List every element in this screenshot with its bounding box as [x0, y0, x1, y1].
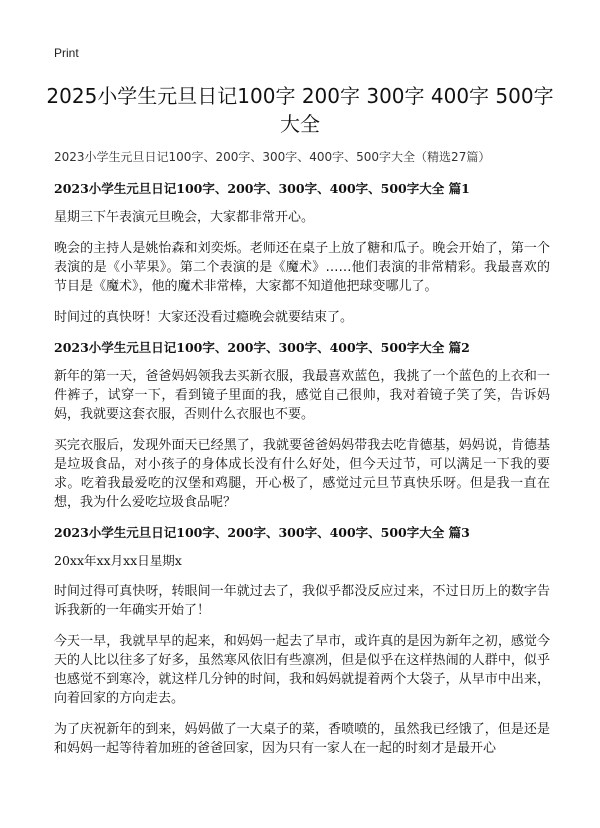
paragraph: 星期三下午表演元旦晚会，大家都非常开心。 — [54, 210, 315, 225]
paragraph: 时间过得可真快呀，转眼间一年就过去了，我似乎都没反应过来，不过日历上的数字告诉我新的一年确实开始了！ — [54, 584, 550, 618]
paragraph: 买完衣服后，发现外面天已经黑了，我就要爸爸妈妈带我去吃肯德基，妈妈说，肯德基是垃圾食品，对小孩子的身体成长没有什么好处，但今天过节，可以满足一下我的要求。吃着我最爱吃的汉堡和鸡腿，开心极了，感觉过元旦节真快乐呀。但是我一直在想，我为什么爱吃垃圾食品呢？ — [54, 438, 550, 510]
section-3 — [54, 524, 550, 758]
print-link[interactable]: Print — [54, 46, 79, 60]
page-title: 2025小学生元旦日记100字 200字 300字 400字 500字 大全 — [46, 84, 554, 136]
article-body — [54, 148, 550, 770]
paragraph: 为了庆祝新年的到来，妈妈做了一大桌子的菜，香喷喷的，虽然我已经饿了，但是还是和妈妈一起等待着加班的爸爸回家，因为只有一家人在一起的时刻才是最开心 — [54, 722, 550, 756]
section-1 — [54, 180, 550, 327]
paragraph: 今天一早，我就早早的起来，和妈妈一起去了早市，或许真的是因为新年之初，感觉今天的人比以往多了好多，虽然寒风依旧有些凛冽，但是似乎在这样热闹的人群中，似乎也感觉不到寒冷，就这样几分钟的时间，我和妈妈就提着两个大袋子，从早市中出来，向着回家的方向走去。 — [54, 634, 550, 706]
paragraph: 时间过的真快呀！大家还没看过瘾晚会就要结束了。 — [54, 310, 354, 325]
paragraph: 晚会的主持人是姚怡森和刘奕烁。老师还在桌子上放了糖和瓜子。晚会开始了，第一个表演的是《小苹果》。第二个表演的是《魔术》……他们表演的非常精彩。我最喜欢的节目是《魔术》，他的魔术非常棒，大家都不知道他把球变哪儿了。 — [54, 241, 550, 294]
paragraph: 新年的第一天，爸爸妈妈领我去买新衣服，我最喜欢蓝色，我挑了一个蓝色的上衣和一件裤子，试穿一下，看到镜子里面的我，感觉自己很帅，我对着镜子笑了笑，告诉妈妈，我就要这套衣服，否则什么衣服也不要。 — [54, 369, 550, 422]
section-heading: 2023小学生元旦日记100字、200字、300字、400字、500字大全 篇1 — [54, 181, 470, 196]
section-2 — [54, 339, 550, 512]
diary-date: 20xx年xx月xx日星期x — [54, 553, 182, 568]
section-heading: 2023小学生元旦日记100字、200字、300字、400字、500字大全 篇2 — [54, 340, 470, 355]
article-subtitle: 2023小学生元旦日记100字、200字、300字、400字、500字大全（精选27篇） — [54, 150, 491, 164]
section-heading: 2023小学生元旦日记100字、200字、300字、400字、500字大全 篇3 — [54, 525, 470, 540]
